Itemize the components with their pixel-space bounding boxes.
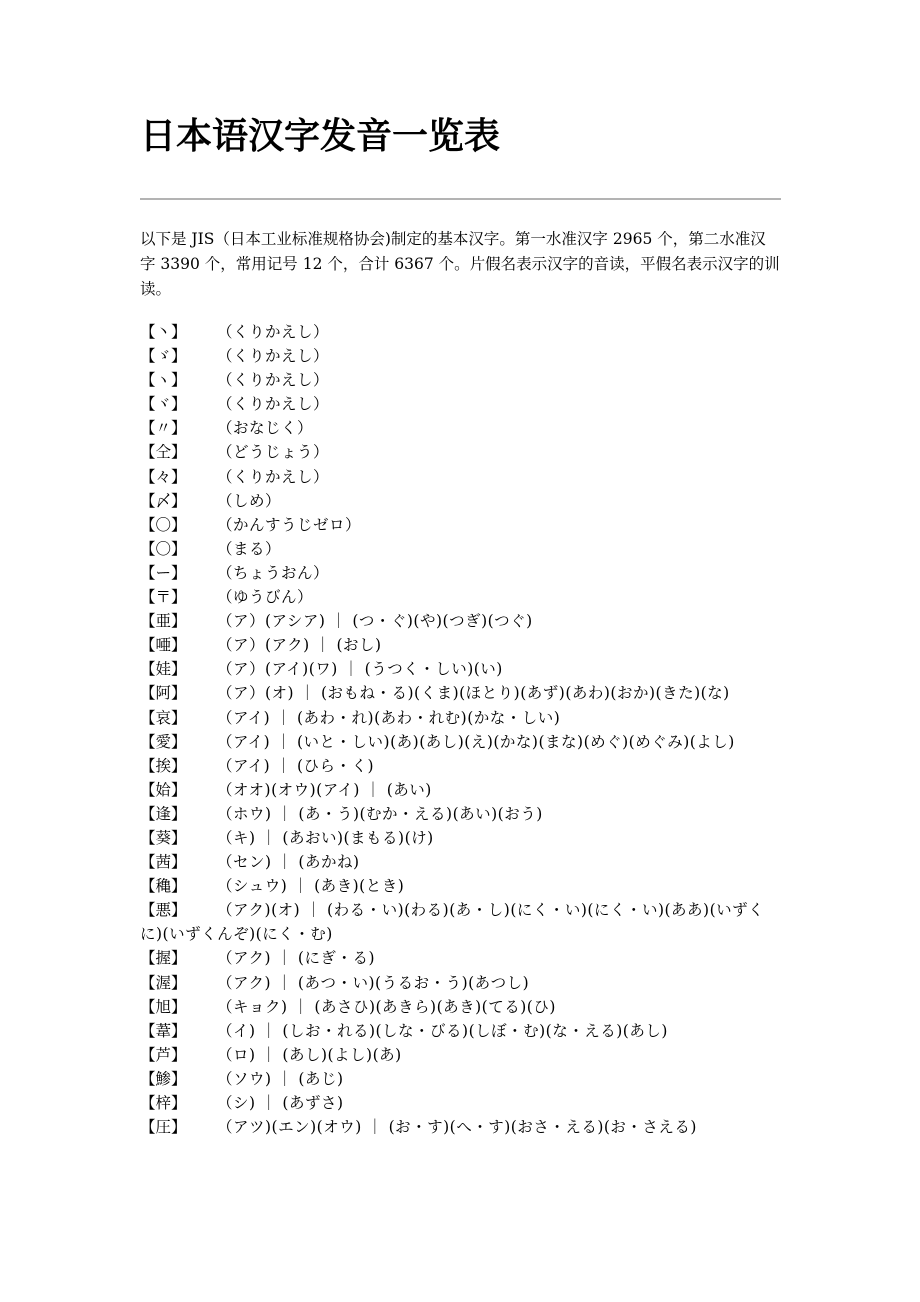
kanji-reading-list <box>140 320 780 1139</box>
list-item <box>140 874 780 898</box>
entry-kanji: 【穐】 <box>140 877 187 896</box>
list-item <box>140 537 780 561</box>
entry-kanji: 【渥】 <box>140 973 187 992</box>
entry-kanji: 【唖】 <box>140 636 187 655</box>
page-title: 日本语汉字发音一览表 <box>140 115 501 157</box>
entry-kanji: 【ヽ】 <box>140 371 187 390</box>
list-item <box>140 657 780 681</box>
list-item <box>140 946 780 970</box>
entry-kanji: 【愛】 <box>140 732 187 751</box>
list-item <box>140 609 780 633</box>
entry-reading: （シュウ) ｜ (あき)(とき) <box>217 877 405 896</box>
entry-kanji: 【阿】 <box>140 684 187 703</box>
entry-kanji: 【芦】 <box>140 1045 187 1064</box>
entry-reading: （ア）(アイ)(ワ) ｜ (うつく・しい)(い) <box>217 660 503 679</box>
entry-reading: （ア）(アク) ｜ (おし) <box>217 636 382 655</box>
entry-reading: （くりかえし） <box>217 395 330 414</box>
entry-kanji: 【葵】 <box>140 828 187 847</box>
entry-reading: （ロ) ｜ (あし)(よし)(あ) <box>217 1045 402 1064</box>
entry-reading: （くりかえし） <box>217 467 330 486</box>
entry-reading: （イ) ｜ (しお・れる)(しな・びる)(しぼ・む)(な・える)(あし) <box>217 1021 668 1040</box>
entry-kanji: 【〃】 <box>140 419 187 438</box>
entry-kanji: 【亜】 <box>140 612 187 631</box>
entry-reading: （まる） <box>217 539 282 558</box>
entry-kanji: 【々】 <box>140 467 187 486</box>
entry-reading: （ゆうびん） <box>217 588 314 607</box>
entry-reading: （かんすうじゼロ） <box>217 515 362 534</box>
list-item <box>140 1067 780 1091</box>
entry-kanji: 【〇】 <box>140 515 187 534</box>
list-item <box>140 898 780 946</box>
entry-kanji: 【丶】 <box>140 323 187 341</box>
entry-reading: （アク) ｜ (にぎ・る) <box>217 949 376 968</box>
list-item <box>140 778 780 802</box>
list-item <box>140 971 780 995</box>
entry-reading: （くりかえし） <box>217 347 330 366</box>
entry-reading: （オオ)(オウ)(アイ) ｜ (あい) <box>217 780 432 799</box>
list-item <box>140 585 780 609</box>
entry-reading: （どうじょう） <box>217 443 330 462</box>
list-item <box>140 1043 780 1067</box>
entry-kanji: 【ヾ】 <box>140 395 187 414</box>
entry-kanji: 【ー】 <box>140 563 187 582</box>
list-item <box>140 1019 780 1043</box>
list-item <box>140 440 780 464</box>
entry-reading: （キ) ｜ (あおい)(まもる)(け) <box>217 828 434 847</box>
entry-kanji: 【茜】 <box>140 853 187 872</box>
list-item <box>140 392 780 416</box>
entry-reading: （アイ) ｜ (あわ・れ)(あわ・れむ)(かな・しい) <box>217 708 561 727</box>
entry-reading: （アイ) ｜ (いと・しい)(あ)(あし)(え)(かな)(まな)(めぐ)(めぐみ)(よし) <box>217 732 735 751</box>
list-item <box>140 995 780 1019</box>
entry-kanji: 【哀】 <box>140 708 187 727</box>
entry-kanji: 【挨】 <box>140 756 187 775</box>
entry-reading: （おなじく） <box>217 419 314 438</box>
list-item <box>140 416 780 440</box>
entry-kanji: 【葦】 <box>140 1021 187 1040</box>
entry-reading: （くりかえし） <box>217 371 330 390</box>
entry-reading: （しめ） <box>217 491 282 510</box>
list-item <box>140 561 780 585</box>
list-item <box>140 1115 780 1139</box>
entry-kanji: 【仝】 <box>140 443 187 462</box>
list-item <box>140 489 780 513</box>
entry-reading: （アイ) ｜ (ひら・く) <box>217 756 375 775</box>
list-item <box>140 513 780 537</box>
list-item <box>140 850 780 874</box>
entry-kanji: 【ゞ】 <box>140 347 187 366</box>
entry-reading: （アツ)(エン)(オウ) ｜ (お・す)(へ・す)(おさ・える)(お・さえる) <box>217 1118 697 1137</box>
entry-reading: （シ) ｜ (あずさ) <box>217 1094 344 1112</box>
entry-kanji: 【鯵】 <box>140 1069 187 1088</box>
entry-kanji: 【旭】 <box>140 997 187 1016</box>
list-item <box>140 465 780 489</box>
entry-kanji: 【娃】 <box>140 660 187 679</box>
entry-kanji: 【握】 <box>140 949 187 968</box>
list-item <box>140 826 780 850</box>
list-item <box>140 730 780 754</box>
title-divider <box>140 198 781 200</box>
list-item <box>140 706 780 730</box>
list-item <box>140 681 780 705</box>
list-item <box>140 1091 780 1115</box>
entry-reading: （アク)(オ) ｜ (わる・い)(わる)(あ・し)(にく・い)(にく・い)(ああ)(いずくに)(いずくんぞ)(にく・む) <box>140 901 765 944</box>
list-item <box>140 754 780 778</box>
entry-reading: （ちょうおん） <box>217 563 330 582</box>
entry-reading: （くりかえし） <box>217 323 330 341</box>
entry-reading: （キョク) ｜ (あさひ)(あきら)(あき)(てる)(ひ) <box>217 997 556 1016</box>
entry-reading: （ホウ) ｜ (あ・う)(むか・える)(あい)(おう) <box>217 804 543 823</box>
entry-kanji: 【〒】 <box>140 588 187 607</box>
entry-kanji: 【〆】 <box>140 491 187 510</box>
entry-reading: （ア）(オ) ｜ (おもね・る)(くま)(ほとり)(あず)(あわ)(おか)(きた)(な) <box>217 684 730 703</box>
entry-kanji: 【〇】 <box>140 539 187 558</box>
entry-reading: （アク) ｜ (あつ・い)(うるお・う)(あつし) <box>217 973 530 992</box>
entry-kanji: 【圧】 <box>140 1118 187 1137</box>
list-item <box>140 633 780 657</box>
entry-kanji: 【姶】 <box>140 780 187 799</box>
list-item <box>140 802 780 826</box>
list-item <box>140 368 780 392</box>
intro-paragraph: 以下是 JIS（日本工业标准规格协会)制定的基本汉字。第一水准汉字 2965 个，第二水准汉字 3390 个，常用记号 12 个，合计 6367 个。片假名表示汉字的音读，平假名表示汉字的训读。 <box>140 230 780 298</box>
entry-reading: （ア）(アシア) ｜ (つ・ぐ)(や)(つぎ)(つぐ) <box>217 612 533 631</box>
entry-kanji: 【梓】 <box>140 1094 187 1112</box>
entry-kanji: 【逢】 <box>140 804 187 823</box>
list-item <box>140 344 780 368</box>
list-item <box>140 320 780 344</box>
entry-reading: （ソウ) ｜ (あじ) <box>217 1069 344 1088</box>
entry-kanji: 【悪】 <box>140 901 187 920</box>
entry-reading: （セン) ｜ (あかね) <box>217 853 360 872</box>
